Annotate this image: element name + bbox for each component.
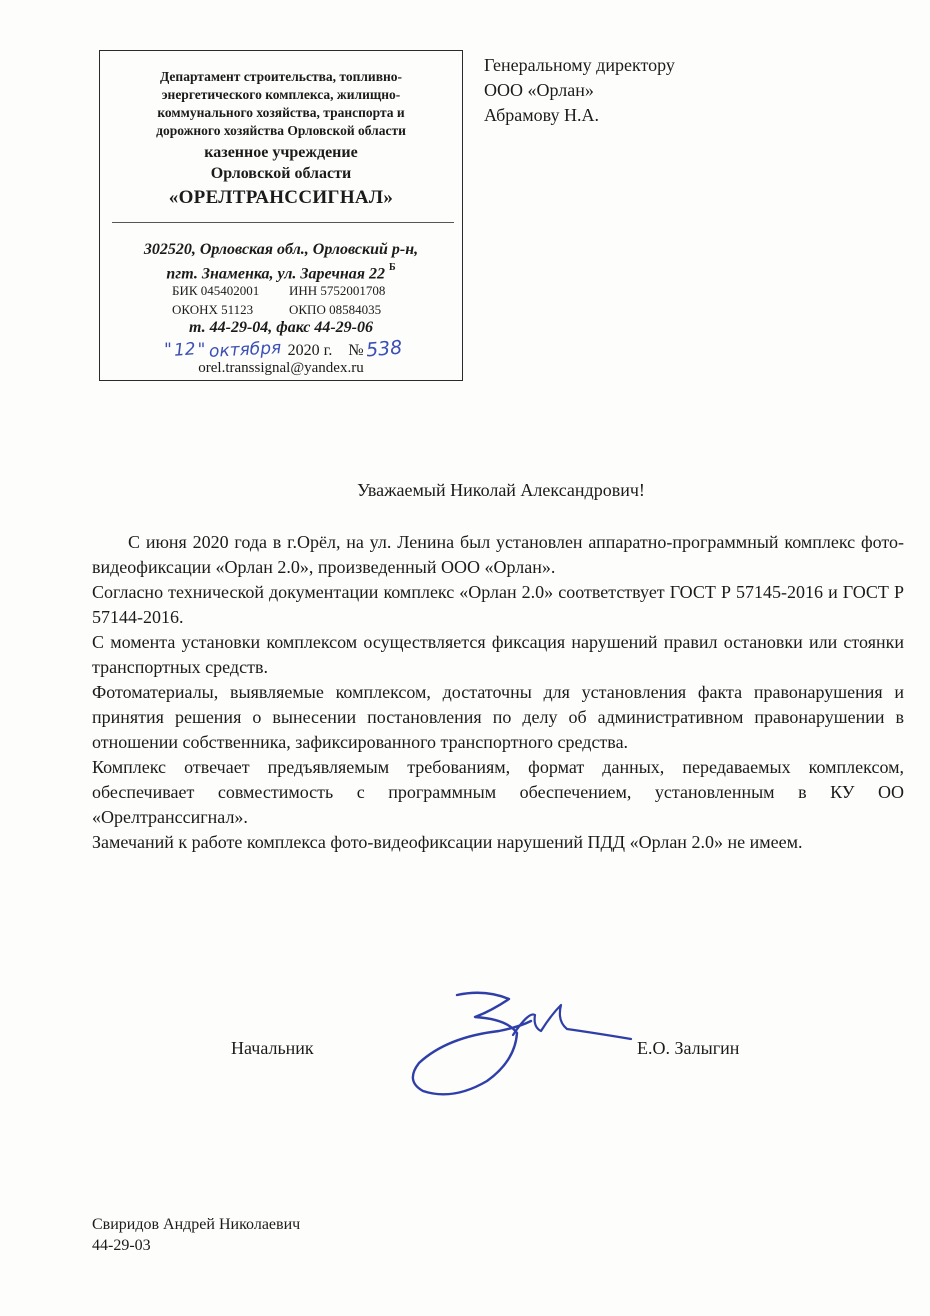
letterhead-address xyxy=(100,240,462,284)
body-paragraph: Фотоматериалы, выявляемые комплексом, достаточны для установления факта правонарушения и принятия решения о вынесении постановления по делу об административном правонарушении в отношении собственника, зафиксированного транспортного средства. xyxy=(92,682,904,752)
handwritten-signature xyxy=(395,975,635,1105)
executor-contact xyxy=(92,1214,300,1256)
address-line: 302520, Орловская обл., Орловский р-н, xyxy=(143,241,419,258)
date-quote-close: " xyxy=(197,340,206,360)
body-paragraph: Замечаний к работе комплекса фото-видеофиксации нарушений ПДД «Орлан 2.0» не имеем. xyxy=(92,832,803,852)
salutation: Уважаемый Николай Александрович! xyxy=(357,480,645,500)
inn-code: ИНН 5752001708 xyxy=(289,283,386,298)
institution-type-line: казенное учреждение xyxy=(204,144,358,161)
letterhead-box xyxy=(99,50,463,381)
body-paragraph: Согласно технической документации комплекс «Орлан 2.0» соответствует ГОСТ Р 57145-2016 и ГОСТ Р 57144-2016. xyxy=(92,582,904,627)
executor-name: Свиридов Андрей Николаевич xyxy=(92,1216,301,1233)
okpo-code: ОКПО 08584035 xyxy=(289,302,382,317)
body-paragraph: С момента установки комплексом осуществляется фиксация нарушений правил остановки или стоянки транспортных средств. xyxy=(92,632,904,677)
number-label: № xyxy=(348,342,364,359)
department-line: энергетического комплекса, жилищно- xyxy=(161,87,401,102)
body-paragraph: Комплекс отвечает предъявляемым требованиям, формат данных, передаваемых комплексом, обеспечивает совместимость с программным обеспечением, установленным в КУ ОО «Орелтранссигнал». xyxy=(92,757,904,827)
letterhead-codes xyxy=(172,281,385,319)
date-month-handwritten: октября xyxy=(208,338,283,362)
signatory-title: Начальник xyxy=(231,1038,314,1058)
letterhead-phone: т. 44-29-04, факс 44-29-06 xyxy=(188,319,373,336)
letterhead-email: orel.transsignal@yandex.ru xyxy=(198,360,364,376)
letter-number-handwritten: 538 xyxy=(364,336,403,362)
department-line: Департамент строительства, топливно- xyxy=(159,69,403,84)
letterhead-date-number xyxy=(164,338,402,360)
letterhead-department xyxy=(100,68,462,140)
department-line: коммунального хозяйства, транспорта и xyxy=(157,105,405,120)
department-line: дорожного хозяйства Орловской области xyxy=(156,123,406,138)
letterhead-org-name: «ОРЕЛТРАНССИГНАЛ» xyxy=(168,187,394,208)
date-quote-open: " xyxy=(164,340,172,360)
addressee-block xyxy=(484,53,675,128)
executor-phone: 44-29-03 xyxy=(92,1237,151,1254)
okonh-code: ОКОНХ 51123 xyxy=(172,302,254,317)
addressee-person: Абрамову Н.А. xyxy=(484,105,600,125)
letterhead-divider xyxy=(112,222,454,223)
date-day-handwritten: 12 xyxy=(173,339,197,361)
bik-code: БИК 045402001 xyxy=(172,283,260,298)
address-suffix: Б xyxy=(388,262,396,273)
addressee-company: ООО «Орлан» xyxy=(484,80,594,100)
date-year: 2020 г. xyxy=(287,342,333,359)
institution-type-line: Орловской области xyxy=(210,165,352,182)
letterhead-institution-type xyxy=(100,142,462,184)
address-street: пгт. Знаменка, ул. Заречная 22 xyxy=(166,265,385,283)
body-paragraph: С июня 2020 года в г.Орёл, на ул. Ленина был установлен аппаратно-программный комплекс фото- видеофиксации «Орлан 2.0», произведенный ООО «Орлан». xyxy=(92,532,904,577)
addressee-position: Генеральному директору xyxy=(484,55,675,75)
signatory-name: Е.О. Залыгин xyxy=(637,1038,740,1058)
letter-body xyxy=(92,530,904,855)
